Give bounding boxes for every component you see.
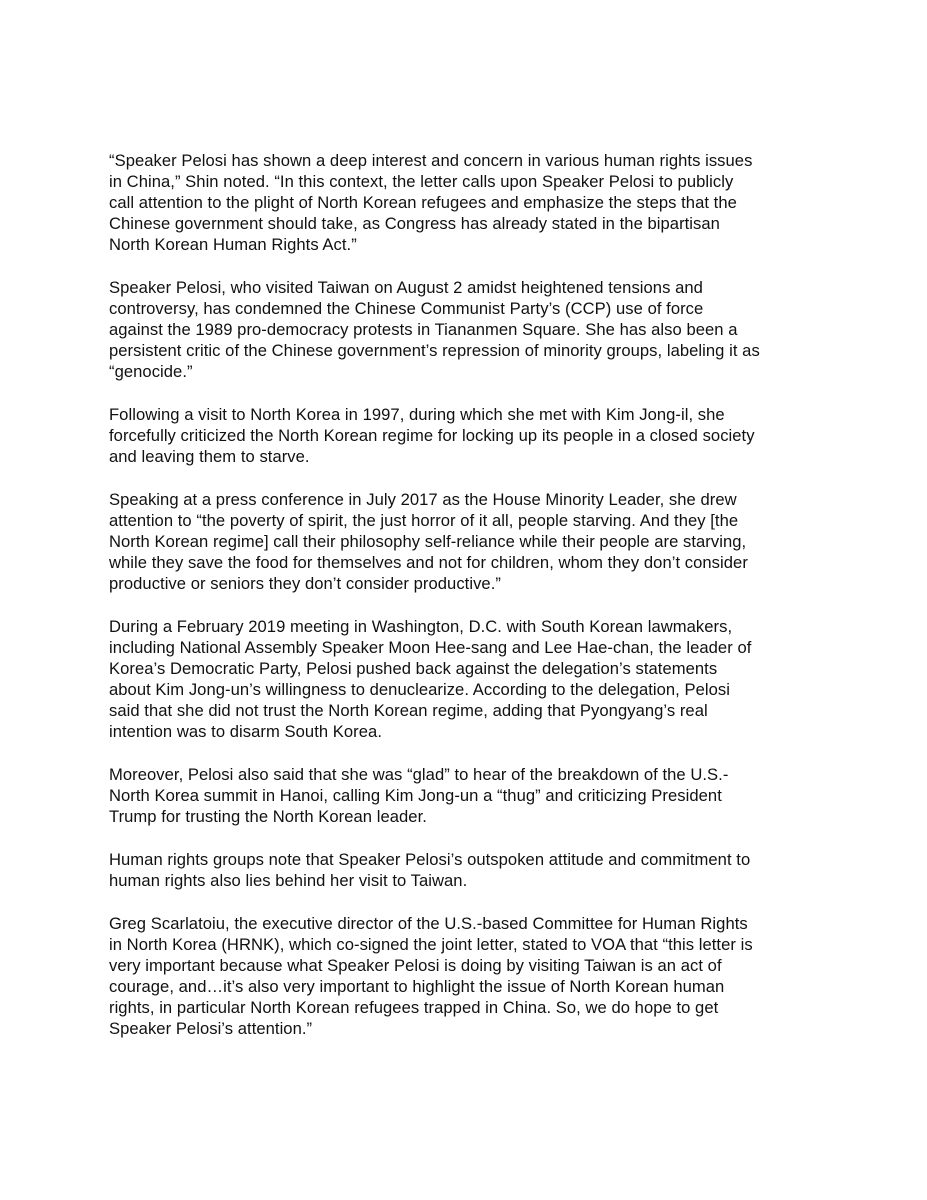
text-line: rights, in particular North Korean refugees trapped in China. So, we do hope to get: [109, 998, 719, 1017]
text-line: Greg Scarlatoiu, the executive director of the U.S.-based Committee for Human Rights: [109, 914, 748, 933]
paragraph-2017-press-conference: [109, 489, 824, 594]
text-line: said that she did not trust the North Korean regime, adding that Pyongyang’s real: [109, 701, 708, 720]
text-line: Following a visit to North Korea in 1997, during which she met with Kim Jong-il, she: [109, 405, 725, 424]
text-line: human rights also lies behind her visit to Taiwan.: [109, 871, 468, 890]
text-line: about Kim Jong-un’s willingness to denuclearize. According to the delegation, Pelosi: [109, 680, 731, 699]
text-line: North Korean regime] call their philosophy self-reliance while their people are starving,: [109, 532, 747, 551]
text-line: in North Korea (HRNK), which co-signed the joint letter, stated to VOA that “this letter is: [109, 935, 753, 954]
text-line: attention to “the poverty of spirit, the just horror of it all, people starving. And they [the: [109, 511, 739, 530]
paragraph-shin-quote: [109, 150, 824, 255]
paragraph-2019-meeting: [109, 616, 824, 742]
text-line: while they save the food for themselves and not for children, whom they don’t consider: [109, 553, 748, 572]
text-line: productive or seniors they don’t consider productive.”: [109, 574, 501, 593]
text-line: very important because what Speaker Pelosi is doing by visiting Taiwan is an act of: [109, 956, 722, 975]
text-line: “Speaker Pelosi has shown a deep interest and concern in various human rights issues: [109, 151, 753, 170]
text-line: including National Assembly Speaker Moon Hee-sang and Lee Hae-chan, the leader of: [109, 638, 752, 657]
text-line: intention was to disarm South Korea.: [109, 722, 382, 741]
document-body: [109, 150, 824, 1061]
paragraph-1997-visit: [109, 404, 824, 467]
text-line: against the 1989 pro-democracy protests in Tiananmen Square. She has also been a: [109, 320, 738, 339]
text-line: During a February 2019 meeting in Washington, D.C. with South Korean lawmakers,: [109, 617, 733, 636]
text-line: persistent critic of the Chinese government’s repression of minority groups, labeling it as: [109, 341, 760, 360]
paragraph-scarlatoiu-quote: [109, 913, 824, 1039]
text-line: in China,” Shin noted. “In this context, the letter calls upon Speaker Pelosi to publicly: [109, 172, 734, 191]
text-line: Human rights groups note that Speaker Pelosi’s outspoken attitude and commitment to: [109, 850, 751, 869]
text-line: Speaking at a press conference in July 2017 as the House Minority Leader, she drew: [109, 490, 737, 509]
text-line: “genocide.”: [109, 362, 193, 381]
text-line: North Korean Human Rights Act.”: [109, 235, 357, 254]
paragraph-taiwan-visit: [109, 277, 824, 382]
text-line: Speaker Pelosi’s attention.”: [109, 1019, 313, 1038]
text-line: controversy, has condemned the Chinese Communist Party’s (CCP) use of force: [109, 299, 704, 318]
text-line: call attention to the plight of North Korean refugees and emphasize the steps that the: [109, 193, 737, 212]
text-line: Trump for trusting the North Korean leader.: [109, 807, 427, 826]
text-line: Chinese government should take, as Congress has already stated in the bipartisan: [109, 214, 720, 233]
text-line: courage, and…it’s also very important to highlight the issue of North Korean human: [109, 977, 725, 996]
text-line: Speaker Pelosi, who visited Taiwan on August 2 amidst heightened tensions and: [109, 278, 703, 297]
text-line: Korea’s Democratic Party, Pelosi pushed back against the delegation’s statements: [109, 659, 718, 678]
text-line: forcefully criticized the North Korean regime for locking up its people in a closed society: [109, 426, 755, 445]
text-line: North Korea summit in Hanoi, calling Kim Jong-un a “thug” and criticizing President: [109, 786, 722, 805]
text-line: Moreover, Pelosi also said that she was “glad” to hear of the breakdown of the U.S.-: [109, 765, 729, 784]
text-line: and leaving them to starve.: [109, 447, 310, 466]
paragraph-human-rights-groups: [109, 849, 824, 891]
paragraph-hanoi-summit: [109, 764, 824, 827]
